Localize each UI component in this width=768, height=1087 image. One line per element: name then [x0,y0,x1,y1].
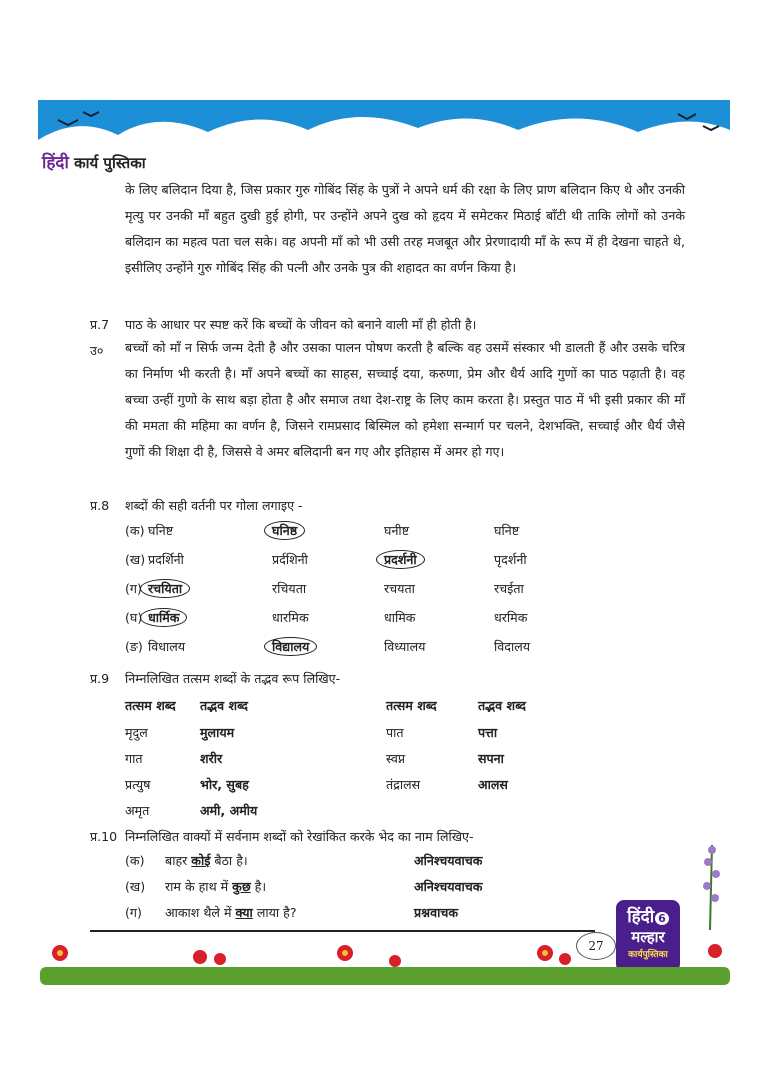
q8-row-label: (क) [125,523,145,538]
q8-option-text: प्रदर्शनी [376,550,425,569]
q9-header-tadbhav-2: तद्भव शब्द [478,698,526,713]
q10-row-label: (ग) [125,905,142,920]
q9-header-tatsam-2: तत्सम शब्द [386,698,437,713]
q10-pronoun-type: अनिश्चयवाचक [414,853,483,868]
q8-option-text: रचईता [494,581,524,596]
badge-hindi: हिंदी [627,907,655,927]
q8-correct-option [148,580,190,597]
q9-tadbhav-word: आलस [478,777,508,792]
q9-tatsam-word: तंद्रालस [386,777,421,792]
q8-option [148,522,173,539]
q8-option-text: विद्यालय [264,637,317,656]
workbook-header [42,150,146,173]
q8-option-text: विधालय [148,639,186,654]
q8-correct-option [384,551,425,568]
q8-option-text: धारमिक [272,610,309,625]
q8-option-text: घनीष्ट [384,523,410,538]
q9-tadbhav-word: मुलायम [200,725,235,740]
q8-correct-option [272,638,317,655]
q8-correct-option [148,609,187,626]
q8-option [494,638,530,655]
q7-answer: बच्चों को माँ न सिर्फ जन्म देती है और उसका पालन पोषण करती है बल्कि वह उसमें संस्कार भी डालती हैं और उसके चरित्र का निर्माण भी करती है। माँ अपने बच्चों का साहस, सच्चाई दया, करुणा, प्रेम और धैर्य आदि गुणों का पाठ पढ़ाती है। वह बच्चा उन्हीं गुणो के साथ बड़ा होता है और समाज तथा देश-राष्ट्र के लिए काम करता है। प्रस्तुत पाठ में भी इसी प्रकार की माँ की ममता की महिमा का वर्णन है, जिसने रामप्रसाद बिस्मिल को हमेशा सन्मार्ग पर चलने, देशभक्ति, सच्चाई और धैर्य जैसे गुणों की शिक्षा दी है, जिससे वे अमर बलिदानी बन गए और इतिहास में अमर हो गए। [125,340,685,459]
flower-border [40,935,730,985]
q10-sentence [165,904,297,921]
q8-correct-option [272,522,305,539]
q8-option [494,522,519,539]
q9-question: निम्नलिखित तत्सम शब्दों के तद्भव रूप लिखिए- [125,671,341,686]
q8-option [384,609,415,626]
q8-option-text: प्रर्दशिनी [272,552,308,567]
q7-question: पाठ के आधार पर स्पष्ट करें कि बच्चों के जीवन को बनाने वाली माँ ही होती है। [125,317,477,332]
q8-option [384,522,409,539]
q8-row-label: (घ) [125,610,143,625]
q8-option [272,551,308,568]
q10-question: निम्नलिखित वाक्यों में सर्वनाम शब्दों को रेखांकित करके भेद का नाम लिखिए- [125,829,474,844]
q8-option-text: धामिक [384,610,416,625]
q8-option [148,551,184,568]
q10-sentence-start: बाहर [165,853,192,868]
q8-option [494,580,524,597]
q8-option-text: धार्मिक [140,608,187,627]
q10-sentence-end: है। [250,879,267,894]
q8-option-text: घनिष्ट [494,523,520,538]
sky-cloud-banner [38,100,730,150]
q8-option-text: घनिष्ट [148,523,174,538]
q10-sentence-end: लाया है? [252,905,297,920]
lavender-flower [690,840,730,930]
q8-option [148,638,185,655]
q8-question: शब्दों की सही वर्तनी पर गोला लगाइए - [125,498,303,513]
q8-row-label: (ग) [125,581,142,596]
q8-option-text: प्रदर्शिनी [148,552,184,567]
q10-row-label: (ख) [125,879,146,894]
q9-tatsam-word: गात [125,751,143,766]
q8-number: प्र.8 [90,498,110,513]
q10-row-label: (क) [125,853,145,868]
q10-pronoun: कोई [191,853,211,868]
q9-tadbhav-word: पत्ता [478,725,498,740]
q9-tatsam-word: मृदुल [125,725,148,740]
q10-pronoun-type: अनिश्चयवाचक [414,879,483,894]
q8-option [494,609,527,626]
q9-tatsam-word: प्रत्युष [125,777,151,792]
q7-answer-label: उ० [90,343,104,358]
q10-pronoun: क्या [235,905,253,920]
q8-option-text: रचयता [384,581,415,596]
badge-workbook: कार्यपुस्तिका [628,950,668,960]
q8-option [384,580,415,597]
q10-pronoun-type: प्रश्नवाचक [414,905,459,920]
q9-header-tadbhav-1: तद्भव शब्द [200,698,248,713]
q9-tatsam-word: पात [386,725,404,740]
header-title: कार्य पुस्तिका [74,154,146,172]
continuation-paragraph: के लिए बलिदान दिया है, जिस प्रकार गुरु गोबिंद सिंह के पुत्रों ने अपने धर्म की रक्षा के लिए प्राण बलिदान किए थे और उनकी मृत्यु पर उनकी माँ बहुत दुखी हुई होगी, पर उन्होंने अपने दुख को हृदय में समेटकर मिठाई बाँटी थी ताकि लोगों को उनके बलिदान का महत्व पता चल सके। वह अपनी माँ को भी उसी तरह मजबूत और प्रेरणादायी माँ के रूप में ही देखना चाहते थे, इसीलिए उन्होंने गुरु गोबिंद सिंह की पत्नी और उनके पुत्र की शहादत का वर्णन किया है। [125,182,685,275]
q10-sentence-start: आकाश थैले में [165,905,236,920]
q8-option [384,638,425,655]
q10-pronoun: कुछ [232,879,251,894]
q9-tadbhav-word: सपना [478,751,504,766]
badge-malhar: मल्हार [631,928,665,946]
q8-option-text: पृदर्शनी [494,552,527,567]
q8-row-label: (ख) [125,552,146,567]
q9-tadbhav-word: अमी, अमीय [200,803,258,818]
q8-option-text: रचयिता [140,579,190,598]
page-number: 27 [576,932,616,960]
q8-option-text: घनिष्ठ [264,521,305,540]
q8-option [494,551,527,568]
q10-number: प्र.10 [90,829,118,844]
badge-class-number: 6 [655,912,669,925]
header-hindi: हिंदी [42,153,69,173]
q9-header-tatsam-1: तत्सम शब्द [125,698,176,713]
q9-tadbhav-word: भोर, सुबह [200,777,249,792]
footer-divider [90,930,595,932]
q10-sentence-end: बैठा है। [210,853,248,868]
q8-option [272,580,306,597]
q8-option-text: विध्यालय [384,639,426,654]
q10-sentence-start: राम के हाथ में [165,879,233,894]
q10-sentence [165,852,248,869]
q9-tatsam-word: स्वप्न [386,751,406,766]
q8-option [272,609,309,626]
q8-row-label: (ङ) [125,639,143,654]
q9-tatsam-word: अमृत [125,803,150,818]
q7-number: प्र.7 [90,317,110,332]
q9-tadbhav-word: शरीर [200,751,223,766]
q8-option-text: रचियता [272,581,307,596]
q8-option-text: धरमिक [494,610,528,625]
q10-sentence [165,878,266,895]
q9-number: प्र.9 [90,671,110,686]
q8-option-text: विदालय [494,639,531,654]
